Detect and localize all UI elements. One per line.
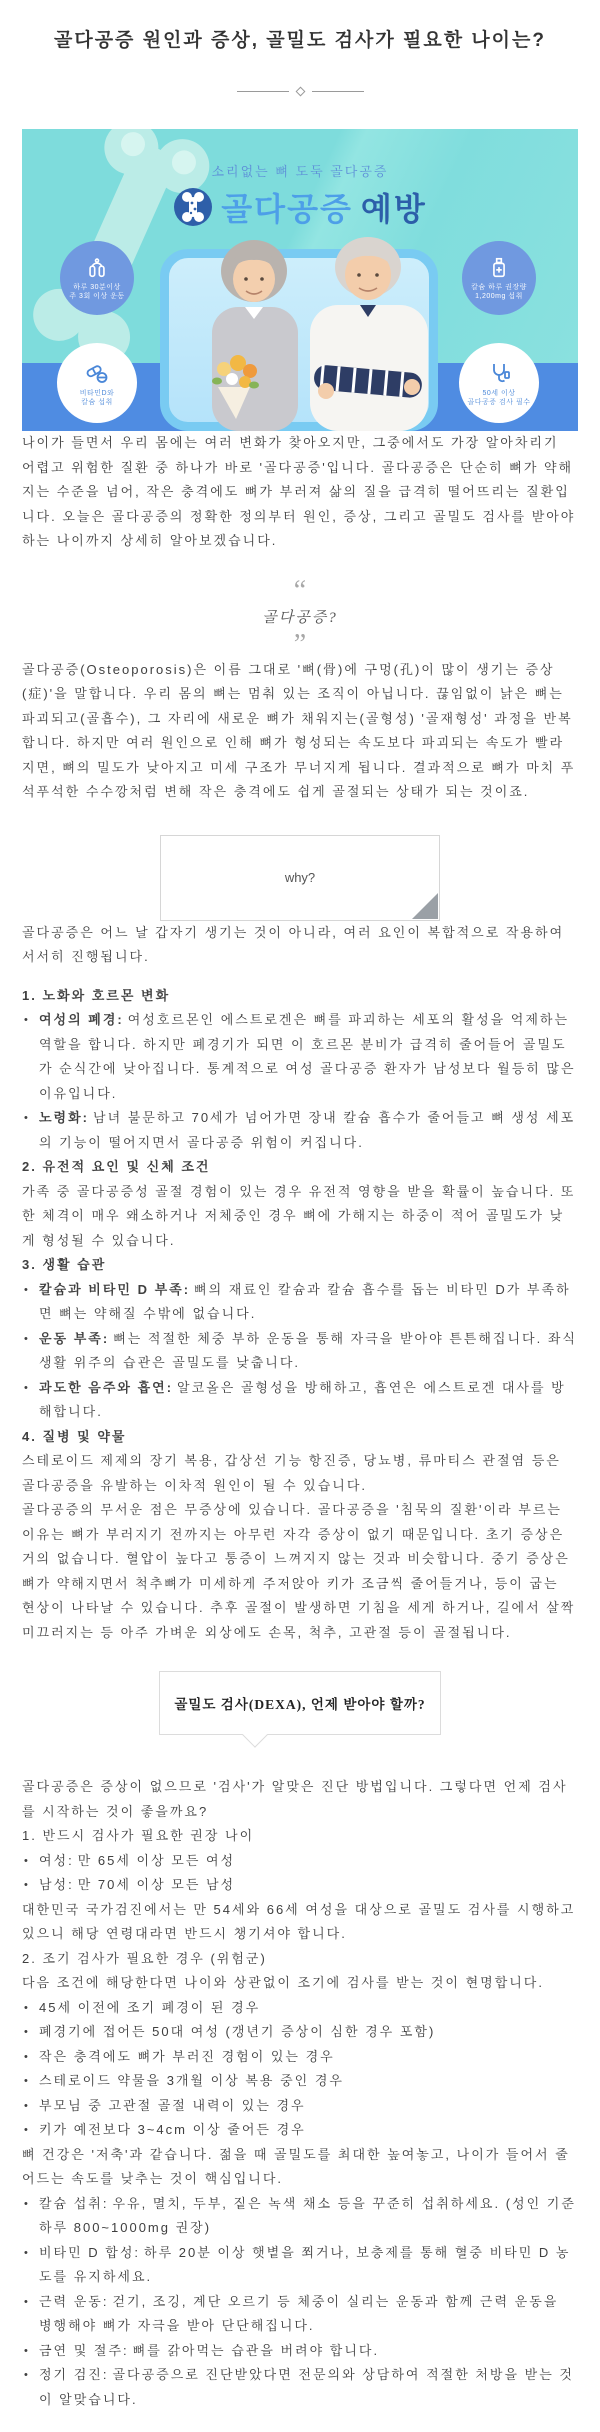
divider-line xyxy=(312,91,364,92)
quote-text: 골다공증? xyxy=(262,609,338,626)
causes-heading-3: 3. 생활 습관 xyxy=(22,1257,107,1272)
list-item: • 남성: 만 70세 이상 모든 남성 xyxy=(22,1873,578,1898)
causes-heading-4: 4. 질병 및 약물 xyxy=(22,1428,127,1444)
diamond-icon xyxy=(295,87,305,97)
open-quote-icon: “ xyxy=(293,574,307,606)
list-item: • 여성의 폐경: 여성호르몬인 에스트로겐은 뼈를 파괴하는 세포의 활성을 억제하는 역할을 합니다. 하지만 폐경기가 되면 이 호르몬 분비가 급격히 줄어들어 골밀도가 순식간에 낮아집니다. 통계적으로 여성 골다공증 환자가 남성보다 월등히 많은 이유입니다. xyxy=(22,1008,578,1106)
why-box-label: why? xyxy=(284,870,316,885)
banner-title-main: 골다공증 xyxy=(221,191,353,227)
dexa-box xyxy=(159,1671,441,1735)
banner-title-accent: 예방 xyxy=(360,191,427,227)
page-title: 골다공증 원인과 증상, 골밀도 검사가 필요한 나이는? xyxy=(54,30,546,51)
causes-section xyxy=(22,921,578,1646)
screening-heading-2: 2. 조기 검사가 필요한 경우 (위험군) xyxy=(22,1950,267,1966)
elderly-couple-illustration xyxy=(190,219,446,431)
stethoscope-icon xyxy=(486,360,512,386)
list-item: • 금연 및 절주: 뼈를 갉아먹는 습관을 버려야 합니다. xyxy=(22,2339,578,2364)
quote-block xyxy=(0,574,600,660)
causes-heading-1: 1. 노화와 호르몬 변화 xyxy=(22,987,171,1003)
list-item: • 과도한 음주와 흡연: 알코올은 골형성을 방해하고, 흡연은 에스트로겐 대사를 방해합니다. xyxy=(22,1376,578,1425)
screening-heading-1: 1. 반드시 검사가 필요한 권장 나이 xyxy=(22,1828,255,1843)
causes-paragraph-2: 가족 중 골다공증성 골절 경험이 있는 경우 유전적 영향을 받을 확률이 높습니다. 또한 체격이 매우 왜소하거나 저체중인 경우 뼈에 가해지는 하중이 적어 골밀도가 낮게 형성될 수 있습니다. xyxy=(22,1183,576,1248)
list-item: • 비타민 D 합성: 하루 20분 이상 햇볕을 쬐거나, 보충제를 통해 혈중 비타민 D 농도를 유지하세요. xyxy=(22,2241,578,2290)
causes-heading-2: 2. 유전적 요인 및 신체 조건 xyxy=(22,1159,211,1174)
screening-paragraph-2: 다음 조건에 해당한다면 나이와 상관없이 조기에 검사를 받는 것이 현명합니다. xyxy=(22,1975,544,1990)
intro-paragraph: 나이가 들면서 우리 몸에는 여러 변화가 찾아오지만, 그중에서도 가장 알아차리기 어렵고 위험한 질환 중 하나가 바로 '골다공증'입니다. 골다공증은 단순히 뼈가 약해지는 수준을 넘어, 작은 충격에도 뼈가 부러져 삶의 질을 급격히 떨어뜨리는 질환입니다. 오늘은 골다공증의 정확한 정의부터 원인, 증상, 그리고 골밀도 검사를 받아야 하는 나이까지 상세히 알아보겠습니다. xyxy=(22,435,576,548)
speech-bubble-tail xyxy=(242,1722,267,1747)
supplement-bottle-icon xyxy=(487,256,511,280)
list-item: • 여성: 만 65세 이상 모든 여성 xyxy=(22,1849,578,1874)
section-divider xyxy=(0,88,600,95)
badge-calcium-label: 칼슘 하루 권장량 1,200mg 섭취 xyxy=(471,283,527,300)
screening-intro: 골다공증은 증상이 없으므로 '검사'가 알맞은 진단 방법입니다. 그렇다면 언제 검사를 시작하는 것이 좋을까요? xyxy=(22,1779,568,1819)
list-item: • 작은 충격에도 뼈가 부러진 경험이 있는 경우 xyxy=(22,2045,578,2070)
dexa-box-label: 골밀도 검사(DEXA), 언제 받아야 할까? xyxy=(174,1697,426,1712)
screening-paragraph-1: 대한민국 국가검진에서는 만 54세와 66세 여성을 대상으로 골밀도 검사를 시행하고 있으니 해당 연령대라면 반드시 챙기셔야 합니다. xyxy=(22,1901,576,1941)
hand-gripper-icon xyxy=(85,256,109,280)
promo-banner xyxy=(22,129,578,431)
badge-vitamin xyxy=(57,343,137,423)
symptoms-paragraph: 골다공증의 무서운 점은 무증상에 있습니다. 골다공증을 '침묵의 질환'이라 부르는 이유는 뼈가 부러지기 전까지는 아무런 자각 증상이 없기 때문입니다. 초기 증상은 거의 없습니다. 혈압이 높다고 통증이 느껴지지 않는 것과 비슷합니다. 중기 증상은 뼈가 약해지면서 척추뼈가 미세하게 주저앉아 키가 조금씩 줄어들거나, 등이 굽는 현상이 나타날 수 있습니다. 추후 골절이 발생하면 기침을 세게 하거나, 길에서 살짝 미끄러지는 등 아주 가벼운 외상에도 손목, 척추, 고관절 등이 골절됩니다. xyxy=(22,1502,576,1640)
folded-corner-icon xyxy=(412,893,438,919)
badge-calcium xyxy=(462,241,536,315)
close-quote-icon: ” xyxy=(293,628,307,660)
badge-exercise-label: 하루 30분이상 주 3회 이상 운동 xyxy=(69,283,125,300)
list-item: • 칼슘 섭취: 우유, 멸치, 두부, 짙은 녹색 채소 등을 꾸준히 섭취하세요. (성인 기준 하루 800~1000mg 권장) xyxy=(22,2192,578,2241)
badge-vitamin-label: 비타민D와 칼슘 섭취 xyxy=(79,389,115,406)
causes-intro: 골다공증은 어느 날 갑자기 생기는 것이 아니라, 여러 요인이 복합적으로 작용하여 서서히 진행됩니다. xyxy=(22,924,565,964)
list-item: • 칼슘과 비타민 D 부족: 뼈의 재료인 칼슘과 칼슘 흡수를 돕는 비타민 D가 부족하면 뼈는 약해질 수밖에 없습니다. xyxy=(22,1278,578,1327)
list-item: • 부모님 중 고관절 골절 내력이 있는 경우 xyxy=(22,2094,578,2119)
care-intro: 뼈 건강은 '저축'과 같습니다. 젊을 때 골밀도를 최대한 높여놓고, 나이가 들어서 줄어드는 속도를 낮추는 것이 핵심입니다. xyxy=(22,2146,570,2186)
list-item: • 키가 예전보다 3~4cm 이상 줄어든 경우 xyxy=(22,2118,578,2143)
blog-post xyxy=(0,28,600,2432)
list-item: • 폐경기에 접어든 50대 여성 (갱년기 증상이 심한 경우 포함) xyxy=(22,2020,578,2045)
badge-exercise xyxy=(60,241,134,315)
list-item: • 정기 검진: 골다공증으로 진단받았다면 전문의와 상담하여 적절한 처방을 받는 것이 알맞습니다. xyxy=(22,2363,578,2412)
list-item: • 스테로이드 약물을 3개월 이상 복용 중인 경우 xyxy=(22,2069,578,2094)
list-item: • 운동 부족: 뼈는 적절한 체중 부하 운동을 통해 자극을 받아야 튼튼해집니다. 좌식 생활 위주의 습관은 골밀도를 낮춥니다. xyxy=(22,1327,578,1376)
definition-paragraph: 골다공증(Osteoporosis)은 이름 그대로 '뼈(骨)에 구멍(孔)이 많이 생기는 증상(症)'을 말합니다. 우리 몸의 뼈는 멈춰 있는 조직이 아닙니다. 끊임없이 낡은 뼈는 파괴되고(골흡수), 그 자리에 새로운 뼈가 채워지는(골형성) '골재형성' 과정을 반복합니다. 하지만 여러 원인으로 인해 뼈가 형성되는 속도보다 파괴되는 속도가 빨라지면, 뼈의 밀도가 낮아지고 미세 구조가 무너지게 됩니다. 결과적으로 뼈가 마치 푸석푸석한 수수깡처럼 변해 작은 충격에도 쉽게 골절되는 상태가 되는 것이죠. xyxy=(22,661,576,799)
why-box xyxy=(160,835,440,921)
badge-checkup-label: 50세 이상 골다공증 검사 필수 xyxy=(467,389,531,406)
causes-paragraph-4: 스테로이드 제제의 장기 복용, 갑상선 기능 항진증, 당뇨병, 류마티스 관절염 등은 골다공증을 유발하는 이차적 원인이 될 수 있습니다. xyxy=(22,1453,561,1493)
divider-line xyxy=(237,91,289,92)
banner-subtitle: 소리없는 뼈 도둑 골다공증 xyxy=(211,164,389,179)
list-item: • 노령화: 남녀 불문하고 70세가 넘어가면 장내 칼슘 흡수가 줄어들고 뼈 생성 세포의 기능이 떨어지면서 골다공증 위험이 커집니다. xyxy=(22,1106,578,1155)
badge-checkup xyxy=(459,343,539,423)
pills-icon xyxy=(84,360,110,386)
screening-section xyxy=(22,1775,578,2412)
list-item: • 45세 이전에 조기 폐경이 된 경우 xyxy=(22,1996,578,2021)
list-item: • 근력 운동: 걷기, 조깅, 계단 오르기 등 체중이 실리는 운동과 함께 근력 운동을 병행해야 뼈가 자극을 받아 단단해집니다. xyxy=(22,2290,578,2339)
